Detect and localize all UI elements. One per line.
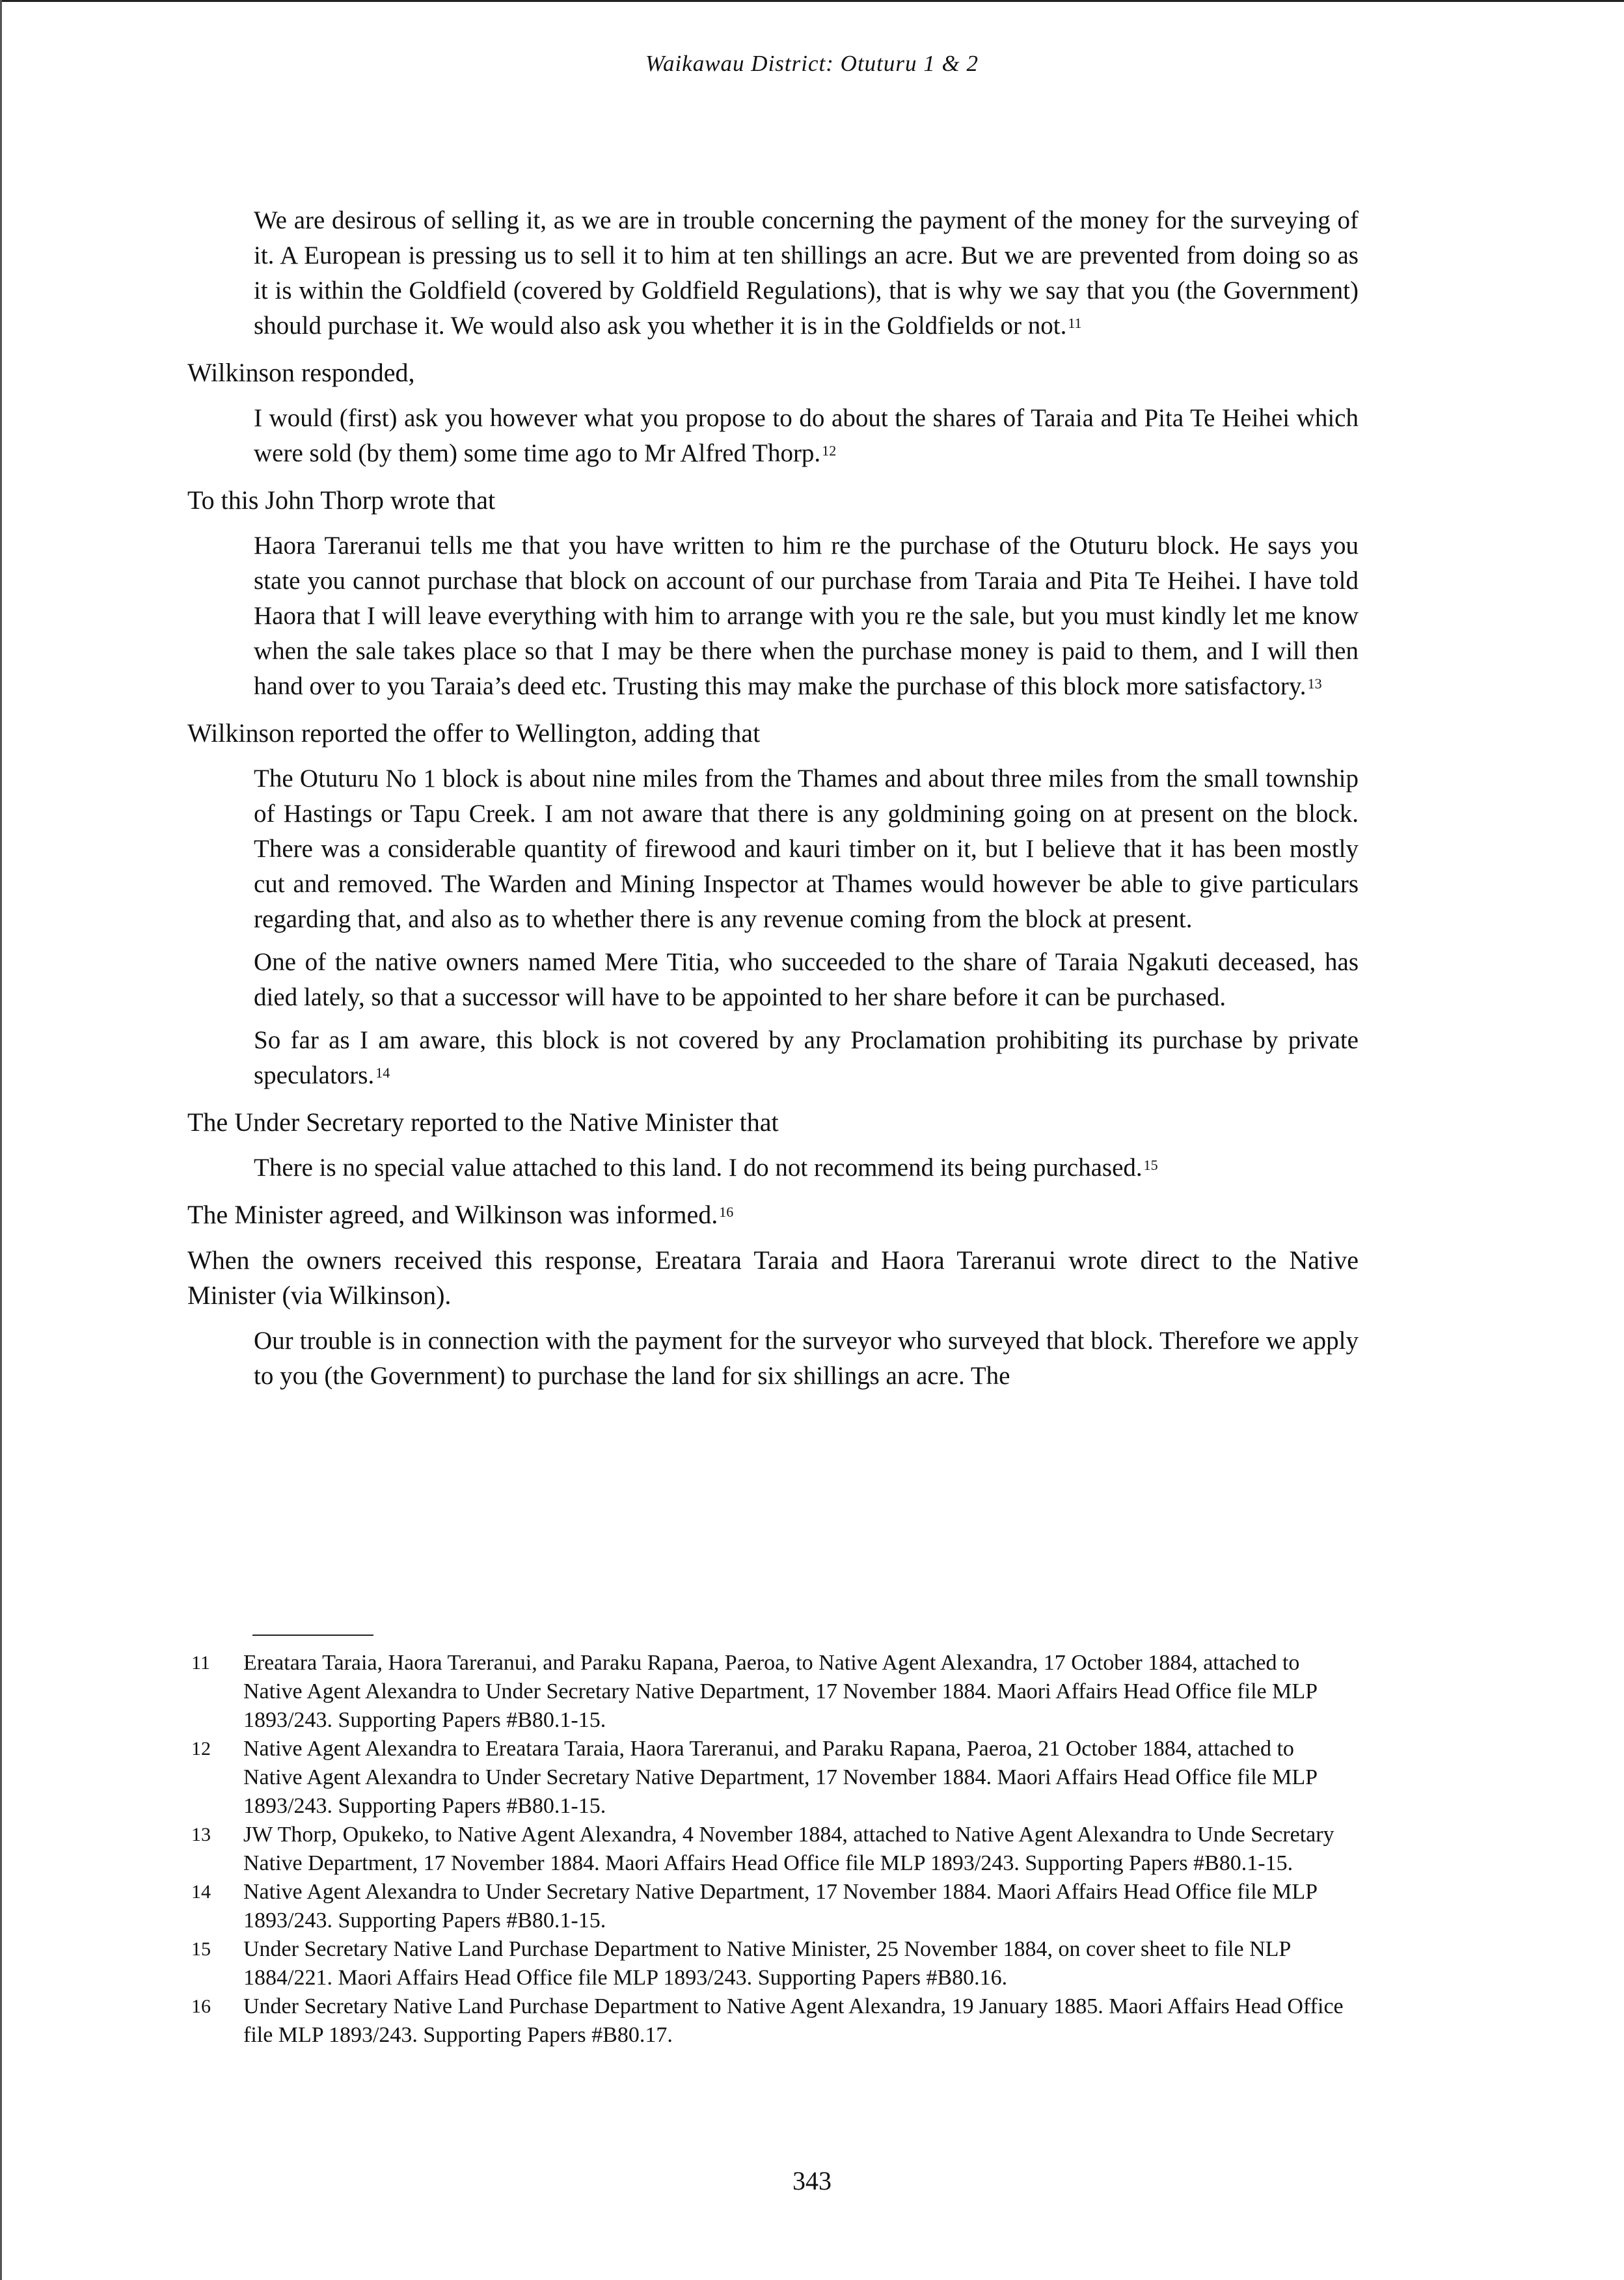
page-top-border <box>0 0 1624 2</box>
footnote-separator <box>252 1635 373 1636</box>
footnote-text: Native Agent Alexandra to Ereatara Taraia, Haora Tareranui, and Paraku Rapana, Paeroa, 21 October 1884, attached to Native Agent Alexandra to Under Secretary Native Department, 17 November 1884. Maori Affairs Head Office file MLP 1893/243. Supporting Papers #B80.1-15. <box>243 1737 1317 1818</box>
footnote-ref[interactable]: 16 <box>719 1204 734 1220</box>
footnote-text: JW Thorp, Opukeko, to Native Agent Alexandra, 4 November 1884, attached to Native Agent Alexandra to Unde Secretary Native Department, 17 November 1884. Maori Affairs Head Office file MLP 1893/243. Supporting Papers #B80.1-15. <box>243 1823 1334 1875</box>
footnote <box>187 1878 1359 1935</box>
body-paragraph: The Minister agreed, and Wilkinson was informed.$^{16}$ <box>187 1200 734 1229</box>
footnote <box>187 1935 1359 1992</box>
body-paragraph: To this John Thorp wrote that <box>187 485 496 515</box>
footnote-number: 13 <box>191 1824 211 1845</box>
footnote-ref[interactable]: 13 <box>1307 675 1322 692</box>
footnote-ref[interactable]: 11 <box>1068 315 1082 331</box>
body-paragraph: Wilkinson reported the offer to Wellington, adding that <box>187 718 761 748</box>
footnote-number: 14 <box>191 1881 211 1903</box>
body-paragraph: When the owners received this response, Ereatara Taraia and Haora Tareranui wrote direct to the Native Minister (via Wilkinson). <box>187 1245 1359 1310</box>
body-paragraph: Wilkinson responded, <box>187 358 415 387</box>
footnote <box>187 1735 1359 1821</box>
footnote-number: 16 <box>191 1996 211 2017</box>
block-quote: There is no special value attached to this land. I do not recommend its being purchased.$^{15}$ <box>254 1154 1158 1182</box>
block-quote: Our trouble is in connection with the payment for the surveyor who surveyed that block. Therefore we apply to you (the Government) to purchase the land for six shillings an acre. The <box>254 1327 1359 1390</box>
footnotes <box>187 1649 1359 2050</box>
footnote <box>187 1821 1359 1878</box>
block-quote: We are desirous of selling it, as we are in trouble concerning the payment of the money for the surveying of it. A European is pressing us to sell it to him at ten shillings an acre. But we are prevented from doing so as it is within the Goldfield (covered by Goldfield Regulations), that is why we say that you (the Government) should purchase it. We would also ask you whether it is in the Goldfields or not.$^{11}$ <box>254 206 1359 340</box>
footnote-number: 12 <box>191 1738 211 1759</box>
footnote <box>187 1992 1359 2050</box>
footnote-text: Under Secretary Native Land Purchase Department to Native Minister, 25 November 1884, on cover sheet to file NLP 1884/221. Maori Affairs Head Office file MLP 1893/243. Supporting Papers #B80.16. <box>243 1937 1291 1990</box>
footnote-ref[interactable]: 12 <box>822 442 837 459</box>
footnote-number: 11 <box>191 1652 210 1674</box>
footnote-text: Ereatara Taraia, Haora Tareranui, and Paraku Rapana, Paeroa, to Native Agent Alexandra, 17 October 1884, attached to Native Agent Alexandra to Under Secretary Native Department, 17 November 1884. Maori Affairs Head Office file MLP 1893/243. Supporting Papers #B80.1-15. <box>243 1651 1317 1732</box>
block-quote: One of the native owners named Mere Titia, who succeeded to the share of Taraia Ngakuti deceased, has died lately, so that a successor will have to be appointed to her share before it can be purchased. <box>254 948 1359 1011</box>
footnote-number: 15 <box>191 1938 211 1960</box>
body-paragraph: The Under Secretary reported to the Native Minister that <box>187 1107 779 1137</box>
block-quote: Haora Tareranui tells me that you have written to him re the purchase of the Otuturu block. He says you state you cannot purchase that block on account of our purchase from Taraia and Pita Te Heihei. I have told Haora that I will leave everything with him to arrange with you re the sale, but you must kindly let me know when the sale takes place so that I may be there when the purchase money is paid to them, and I will then hand over to you Taraia’s deed etc. Trusting this may make the purchase of this block more satisfactory.$^{13}$ <box>254 532 1359 700</box>
block-quote: The Otuturu No 1 block is about nine miles from the Thames and about three miles from the small township of Hastings or Tapu Creek. I am not aware that there is any goldmining going on at present on the block. There was a considerable quantity of firewood and kauri timber on it, but I believe that it has been mostly cut and removed. The Warden and Mining Inspector at Thames would however be able to give particulars regarding that, and also as to whether there is any revenue coming from the block at present. <box>254 765 1359 933</box>
footnote-ref[interactable]: 14 <box>375 1065 390 1081</box>
footnote <box>187 1649 1359 1735</box>
block-quote: So far as I am aware, this block is not covered by any Proclamation prohibiting its purchase by private speculators.$^{14}$ <box>254 1026 1359 1089</box>
footnote-ref[interactable]: 15 <box>1143 1157 1158 1173</box>
footnote-text: Native Agent Alexandra to Under Secretary Native Department, 17 November 1884. Maori Affairs Head Office file MLP 1893/243. Supporting Papers #B80.1-15. <box>243 1880 1317 1933</box>
page-left-border <box>0 0 2 2280</box>
running-header: Waikawau District: Otuturu 1 & 2 <box>645 51 979 76</box>
footnote-text: Under Secretary Native Land Purchase Department to Native Agent Alexandra, 19 January 1885. Maori Affairs Head Office file MLP 1893/243. Supporting Papers #B80.17. <box>243 1994 1344 2047</box>
main-text <box>187 203 1359 1405</box>
block-quote: I would (first) ask you however what you propose to do about the shares of Taraia and Pita Te Heihei which were sold (by them) some time ago to Mr Alfred Thorp.$^{12}$ <box>254 404 1359 467</box>
page-number: 343 <box>792 2166 832 2195</box>
